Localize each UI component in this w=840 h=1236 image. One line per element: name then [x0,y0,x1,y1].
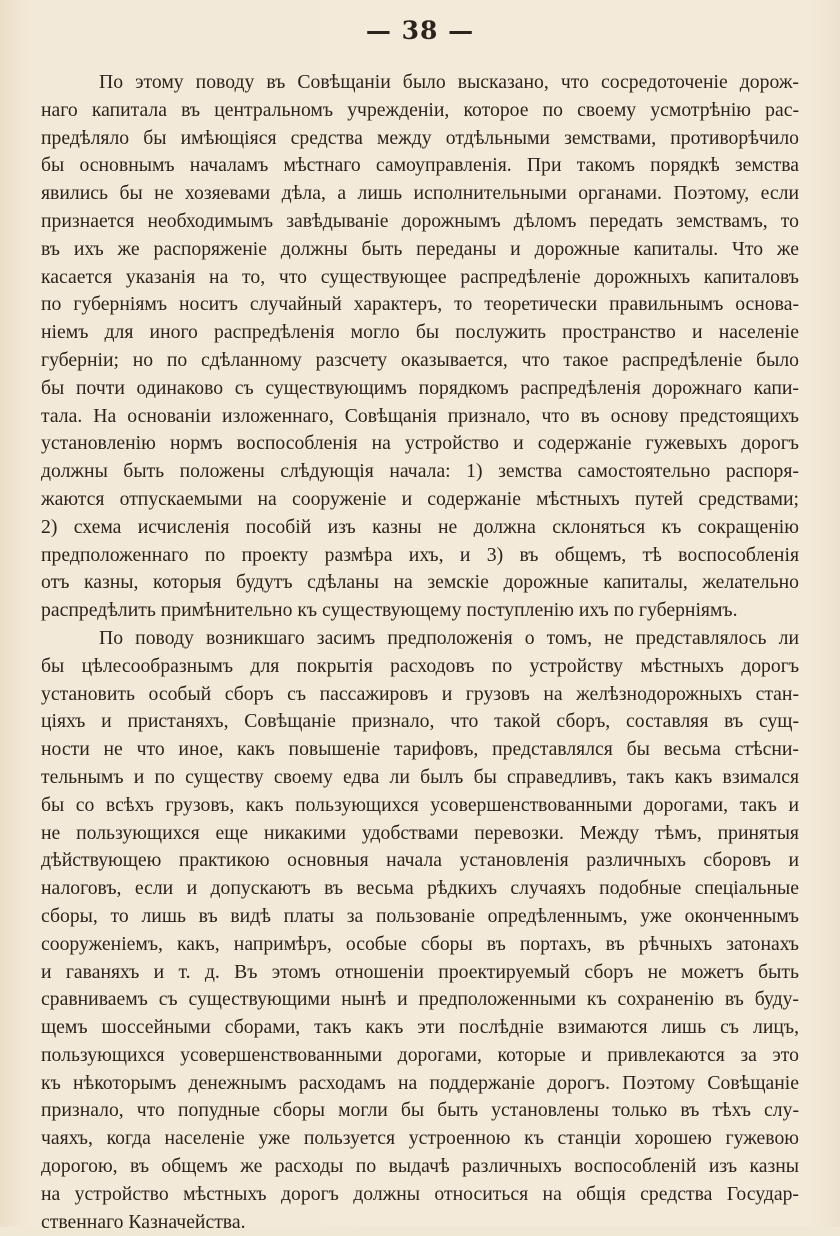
text-line: признается необходимымъ завѣдываніе дорожнымъ дѣломъ передать земствамъ, то [41,209,799,232]
text-line: должны быть положены слѣдующія начала: 1) земства самостоятельно распоря- [41,460,799,483]
text-line: въ ихъ же распоряженіе должны быть переданы и дорожные капиталы. Что же [41,237,799,260]
text-line: бы со всѣхъ грузовъ, какъ пользующихся усовершенствованными дорогами, такъ и [41,793,799,816]
text-line: По поводу возникшаго засимъ предположенія о томъ, не представлялось ли [99,626,799,649]
text-line: тала. На основаніи изложеннаго, Совѣщанія признало, что въ основу предстоящихъ [41,404,799,427]
text-line: сравниваемъ съ существующими нынѣ и предположенными къ сохраненію въ буду- [41,988,799,1011]
text-line: предѣляло бы имѣющіяся средства между отдѣльными земствами, противорѣчило [41,126,799,149]
text-line: предположеннаго по проекту размѣра ихъ, и 3) въ общемъ, тѣ воспособленія [41,543,799,566]
text-line: ственнаго Казначейства. [41,1210,246,1233]
paragraph-2 [41,625,799,1236]
text-line: 2) схема исчисленія пособій изъ казны не должна склоняться къ сокращенію [41,515,799,538]
text-line: налоговъ, если и допускаютъ въ весьма рѣдкихъ случаяхъ подобные спеціальные [41,877,799,900]
text-line: щемъ шоссейными сборами, такъ какъ эти послѣдніе взимаются лишь съ лицъ, [41,1016,799,1039]
page-number: — 38 — [365,16,475,45]
text-line: жаются отпускаемыми на сооруженіе и содержаніе мѣстныхъ путей средствами; [41,487,799,510]
text-line: дорогою, въ общемъ же расходы по выдачѣ различныхъ воспособленій изъ казны [41,1155,799,1178]
text-line: признало, что попудные сборы могли бы быть установлены только въ тѣхъ слу- [41,1099,799,1122]
text-line: на устройство мѣстныхъ дорогъ должны относиться на общія средства Государ- [41,1182,799,1205]
text-line: явились бы не хозяевами дѣла, а лишь исполнительными органами. Поэтому, если [41,182,799,205]
text-line: тельнымъ и по существу своему едва ли былъ бы справедливъ, такъ какъ взимался [41,765,799,788]
text-line: къ нѣкоторымъ денежнымъ расходамъ на поддержаніе дорогъ. Поэтому Совѣщаніе [41,1071,799,1094]
text-line: ціяхъ и пристаняхъ, Совѣщаніе признало, что такой сборъ, составляя въ сущ- [41,710,799,733]
text-line: ніемъ для иного распредѣленія могло бы послужить пространство и населеніе [41,321,799,344]
text-line: пользующихся усовершенствованными дорогами, которые и привлекаются за это [41,1043,799,1066]
text-line: ности не что иное, какъ повышеніе тарифовъ, представлялся бы весьма стѣсни- [41,738,799,761]
text-line: бы основнымъ началамъ мѣстнаго самоуправленія. При такомъ порядкѣ земства [41,154,799,177]
text-line: не пользующихся еще никакими удобствами перевозки. Между тѣмъ, принятыя [41,821,799,844]
text-line: По этому поводу въ Совѣщаніи было высказано, что сосредоточеніе дорож- [99,71,799,93]
text-line: отъ казны, которыя будутъ сдѣланы на земскіе дорожные капиталы, желательно [41,571,799,594]
text-line: сборы, то лишь въ видѣ платы за пользованіе опредѣленнымъ, уже оконченнымъ [41,904,799,927]
text-line: установленію нормъ воспособленія на устройство и содержаніе гужевыхъ дорогъ [41,432,799,455]
text-line: губерніи; но по сдѣланному разсчету оказывается, что такое распредѣленіе было [41,348,799,371]
text-line: бы цѣлесообразнымъ для покрытія расходовъ по устройству мѣстныхъ дорогъ [41,654,799,677]
text-line: и гаваняхъ и т. д. Въ этомъ отношеніи проектируемый сборъ не можетъ быть [41,960,799,983]
text-line: касается указанія на то, что существующее распредѣленіе дорожныхъ капиталовъ [41,265,799,288]
text-line: по губерніямъ носитъ случайный характеръ, то теоретически правильнымъ основа- [41,293,799,316]
body-text [41,69,799,1236]
text-line: установить особый сборъ съ пассажировъ и грузовъ на желѣзнодорожныхъ стан- [41,682,799,705]
text-line: распредѣлить примѣнительно къ существующему поступленію ихъ по губерніямъ. [41,599,738,622]
text-line: сооруженіемъ, какъ, напримѣръ, особые сборы въ портахъ, въ рѣчныхъ затонахъ [41,932,799,955]
text-line: бы почти одинаково съ существующимъ порядкомъ распредѣленія дорожнаго капи- [41,376,799,399]
text-line: чаяхъ, когда населеніе уже пользуется устроенною къ станціи хорошею гужевою [41,1127,799,1150]
text-line: наго капитала въ центральномъ учрежденіи, которое по своему усмотрѣнію рас- [41,98,799,121]
text-line: дѣйствующею практикою основныя начала установленія различныхъ сборовъ и [41,849,799,872]
paragraph-1 [41,69,799,625]
